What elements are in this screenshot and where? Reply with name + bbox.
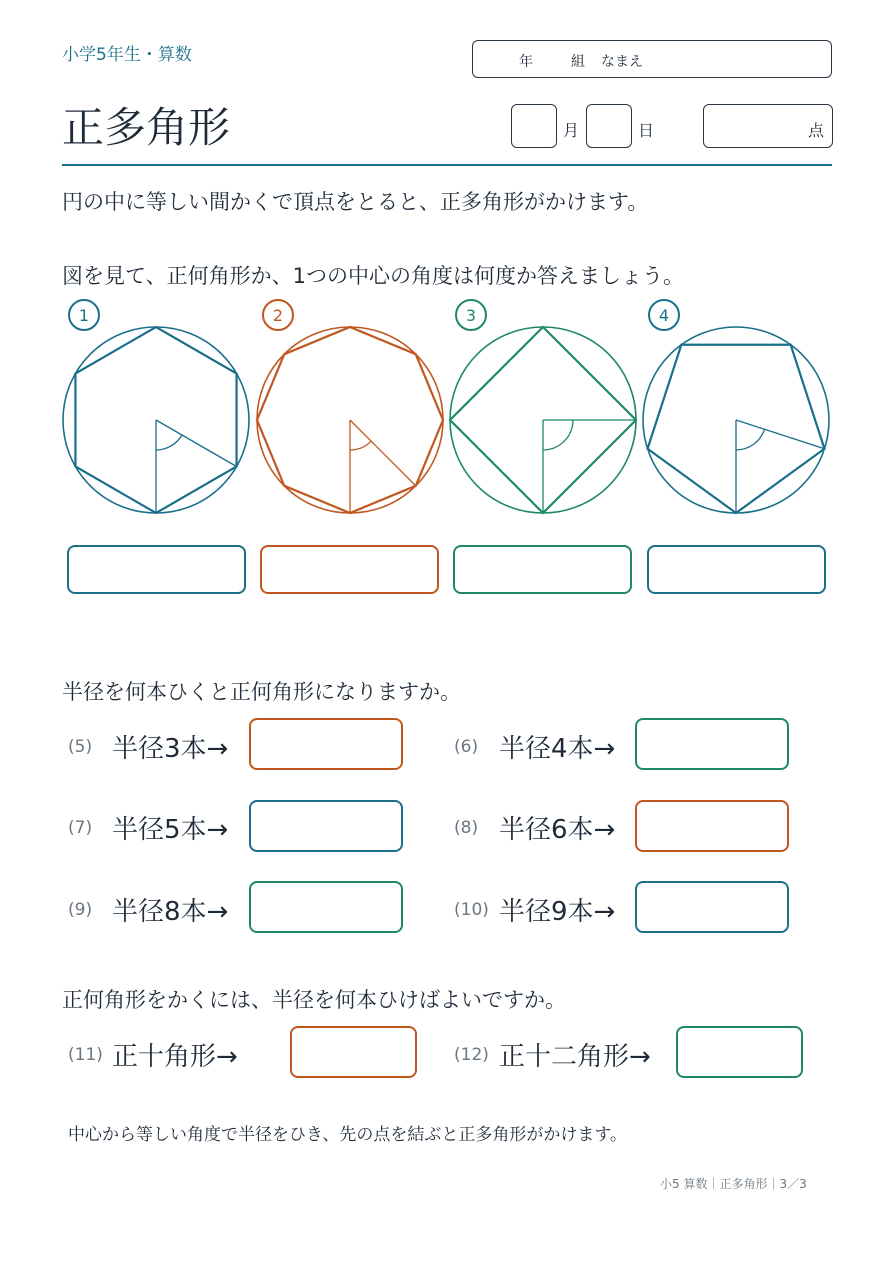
answer-box-6[interactable] — [635, 718, 789, 770]
figure-4-radius-b — [736, 420, 824, 449]
figure-3-angle-arc — [543, 420, 573, 450]
figure-3-number: 3 — [465, 306, 477, 325]
figure-2-number: 2 — [272, 306, 284, 325]
note-text: 中心から等しい角度で半径をひき、先の点を結ぶと正多角形がかけます。 — [68, 1125, 627, 1145]
q6-number: (6) — [454, 737, 479, 757]
q11-number: (11) — [68, 1045, 103, 1065]
q5-text: 半径3本→ — [112, 734, 229, 764]
q7-text: 半径5本→ — [112, 815, 229, 845]
name-field[interactable] — [472, 40, 832, 78]
answer-box-2[interactable] — [260, 545, 439, 594]
figure-1-number: 1 — [78, 306, 90, 325]
page-footer: 小5 算数｜正多角形｜3／3 — [660, 1177, 807, 1191]
figure-2-angle-arc — [350, 441, 371, 450]
name-label: なまえ — [601, 54, 643, 70]
answer-box-11[interactable] — [290, 1026, 417, 1078]
figure-1-angle-arc — [156, 435, 182, 450]
score-input[interactable] — [703, 104, 833, 148]
q10-number: (10) — [454, 900, 489, 920]
year-label: 年 — [519, 54, 533, 70]
q9-text: 半径8本→ — [112, 897, 229, 927]
answer-box-10[interactable] — [635, 881, 789, 933]
day-label: 日 — [638, 121, 655, 140]
intro-text: 円の中に等しい間かくで頂点をとると、正多角形がかけます。 — [62, 190, 649, 214]
q10-text: 半径9本→ — [499, 897, 616, 927]
q12-text: 正十二角形→ — [499, 1042, 651, 1072]
answer-box-5[interactable] — [249, 718, 403, 770]
section2-instruction: 半径を何本ひくと正何角形になりますか。 — [62, 680, 461, 704]
day-input[interactable] — [586, 104, 632, 148]
q6-text: 半径4本→ — [499, 734, 616, 764]
q12-number: (12) — [454, 1045, 489, 1065]
figure-4-angle-arc — [736, 429, 765, 450]
answer-box-1[interactable] — [67, 545, 246, 594]
figure-1-radius-b — [156, 420, 237, 467]
q9-number: (9) — [68, 900, 93, 920]
section1-instruction: 図を見て、正何角形か、1つの中心の角度は何度か答えましょう。 — [62, 264, 684, 288]
figure-2-radius-b — [350, 420, 416, 486]
polygon-figures — [0, 290, 893, 530]
answer-box-9[interactable] — [249, 881, 403, 933]
header-divider — [62, 164, 832, 166]
answer-box-4[interactable] — [647, 545, 826, 594]
q11-text: 正十角形→ — [112, 1042, 238, 1072]
grade-label: 小学5年生・算数 — [62, 45, 192, 65]
q8-number: (8) — [454, 818, 479, 838]
answer-box-12[interactable] — [676, 1026, 803, 1078]
page-title: 正多角形 — [62, 103, 231, 152]
answer-box-8[interactable] — [635, 800, 789, 852]
month-label: 月 — [563, 121, 580, 140]
answer-box-7[interactable] — [249, 800, 403, 852]
answer-box-3[interactable] — [453, 545, 632, 594]
q8-text: 半径6本→ — [499, 815, 616, 845]
score-label: 点 — [807, 121, 824, 140]
q5-number: (5) — [68, 737, 93, 757]
q7-number: (7) — [68, 818, 93, 838]
class-label: 組 — [571, 54, 585, 70]
figure-4-number: 4 — [658, 306, 670, 325]
month-input[interactable] — [511, 104, 557, 148]
section3-instruction: 正何角形をかくには、半径を何本ひけばよいですか。 — [62, 988, 566, 1012]
